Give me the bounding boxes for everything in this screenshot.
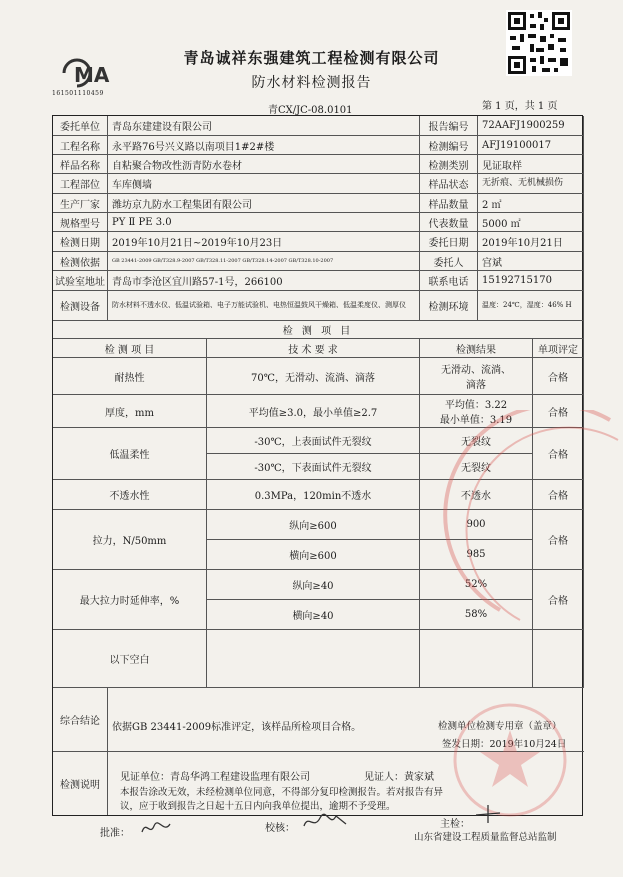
date-value: 2019年10月21日~2019年10月23日 [108,232,420,252]
basis-value: GB 23441-2009 GB/T328.9-2007 GB/T328.11-2007 GB/T328.14-2007 GB/T328.10-2007 [108,252,420,271]
approve-signature [138,818,174,838]
r5-res2: 985 [420,540,533,570]
r3-req1: -30℃，上表面试件无裂纹 [207,428,420,454]
blank-req [207,630,420,688]
r6-name: 最大拉力时延伸率，% [53,570,207,630]
report-title: 防水材料检测报告 [251,75,372,91]
lab-label: 试验室地址 [53,271,108,291]
r6-res1: 52% [420,570,533,600]
r1-req: 70℃，无滑动、流淌、滴落 [207,358,420,395]
r5-judge: 合格 [533,510,584,570]
r5-req1: 纵向≥600 [207,510,420,540]
r3-name: 低温柔性 [53,428,207,480]
notes-witness: 见证人：黄家斌 [364,772,434,783]
spec-label: 规格型号 [53,213,108,232]
state-label: 样品状态 [420,174,478,194]
conclusion-label: 综合结论 [53,688,108,752]
r3-req2: -30℃，下表面试件无裂纹 [207,454,420,480]
r2-res-min: 最小单值：3.19 [439,415,513,426]
r3-res2: 无裂纹 [420,454,533,480]
col-req-header: 技 术 要 求 [207,339,420,358]
maker-value: 潍坊京九防水工程集团有限公司 [108,194,420,213]
seal-stamp [420,700,570,820]
seal-text: 检测单位检测专用章（盖章） [438,721,562,732]
r1-judge: 合格 [533,358,584,395]
section-title: 检 测 项 目 [53,321,584,339]
project-label: 工程名称 [53,136,108,155]
r2-judge: 合格 [533,395,584,428]
issue-date: 签发日期：2019年10月24日 [442,739,567,750]
lab-value: 青岛市李沧区宜川路57-1号，266100 [108,271,420,291]
approve-label: 批准： [100,828,130,839]
part-label: 工程部位 [53,174,108,194]
blank-judge [533,630,584,688]
rep-qty-label: 代表数量 [420,213,478,232]
r1-name: 耐热性 [53,358,207,395]
project-value: 永平路76号兴义路以南项目1#2#楼 [108,136,420,155]
client-label: 委托单位 [53,116,108,136]
r4-judge: 合格 [533,480,584,510]
col-item-header: 检 测 项 目 [53,339,207,358]
phone-label: 联系电话 [420,271,478,291]
test-type-label: 检测类别 [420,155,478,174]
notes-line2: 本报告涂改无效，未经检测单位同意，不得部分复印检测报告。若对报告有异 [120,787,444,798]
client-value: 青岛东建建设有限公司 [108,116,420,136]
sample-label: 样品名称 [53,155,108,174]
maker-label: 生产厂家 [53,194,108,213]
report-no-value: 72AAFJ1900259 [478,116,584,136]
main-test-label: 主检： [440,819,470,830]
notes-label: 检测说明 [53,752,108,815]
rep-qty-value: 5000 ㎡ [478,213,584,232]
doc-number: 青CX/JC-08.0101 [268,105,353,116]
svg-text:MA: MA [74,63,110,87]
notes-witness-unit: 见证单位：青岛华鸿工程建设监理有限公司 [120,772,310,783]
env-label: 检测环境 [420,291,478,321]
env-value: 温度：24℃，湿度：46% H [478,291,584,321]
entrust-date-label: 委托日期 [420,232,478,252]
col-result-header: 检测结果 [420,339,533,358]
date-label: 检测日期 [53,232,108,252]
sample-value: 自粘聚合物改性沥青防水卷材 [108,155,420,174]
r5-req2: 横向≥600 [207,540,420,570]
r4-req: 0.3MPa，120min不透水 [207,480,420,510]
blank-label: 以下空白 [53,630,207,688]
part-value: 车库侧墙 [108,174,420,194]
test-type-value: 见证取样 [478,155,584,174]
col-judge-header: 单项评定 [533,339,584,358]
equip-label: 检测设备 [53,291,108,321]
cma-code: 161501110459 [52,90,104,97]
r6-judge: 合格 [533,570,584,630]
r6-res2: 58% [420,600,533,630]
notes-line3: 议，应于收到报告之日起十五日内向我单位提出，逾期不予受理。 [120,801,396,812]
basis-label: 检测依据 [53,252,108,271]
entruster-value: 宫斌 [478,252,584,271]
test-no-value: AFJ19100017 [478,136,584,155]
spec-value: PY Ⅱ PE 3.0 [108,213,420,232]
r2-name: 厚度，mm [53,395,207,428]
conclusion-text: 依据GB 23441-2009标准评定，该样品所检项目合格。 [112,722,362,733]
supervisor-text: 山东省建设工程质量监督总站监制 [414,832,557,843]
review-signature [300,810,350,834]
page-info: 第 1 页，共 1 页 [482,101,558,112]
test-no-label: 检测编号 [420,136,478,155]
r2-req: 平均值≥3.0，最小单值≥2.7 [207,395,420,428]
qty-value: 2 ㎡ [478,194,584,213]
r3-judge: 合格 [533,428,584,480]
r5-name: 拉力，N/50mm [53,510,207,570]
r6-req1: 纵向≥40 [207,570,420,600]
phone-value: 15192715170 [478,271,584,291]
r3-res1: 无裂纹 [420,428,533,454]
company-name: 青岛诚祥东强建筑工程检测有限公司 [183,49,440,67]
r1-res: 无滑动、流淌、滴落 [420,358,533,395]
equip-value: 防水材料不透水仪、低温试验箱、电子万能试验机、电热恒温鼓风干燥箱、低温柔度仪、测厚仪 [108,291,420,321]
r5-res1: 900 [420,510,533,540]
review-label: 校核： [265,823,295,834]
r2-res-avg: 平均值：3.22 [444,400,508,411]
main-test-signature [470,803,510,825]
entrust-date-value: 2019年10月21日 [478,232,584,252]
blank-res [420,630,533,688]
r4-res: 不透水 [420,480,533,510]
red-stamp [440,410,620,630]
state-value: 无折痕、无机械损伤 [478,174,584,194]
report-no-label: 报告编号 [420,116,478,136]
r4-name: 不透水性 [53,480,207,510]
qty-label: 样品数量 [420,194,478,213]
r6-req2: 横向≥40 [207,600,420,630]
entruster-label: 委托人 [420,252,478,271]
